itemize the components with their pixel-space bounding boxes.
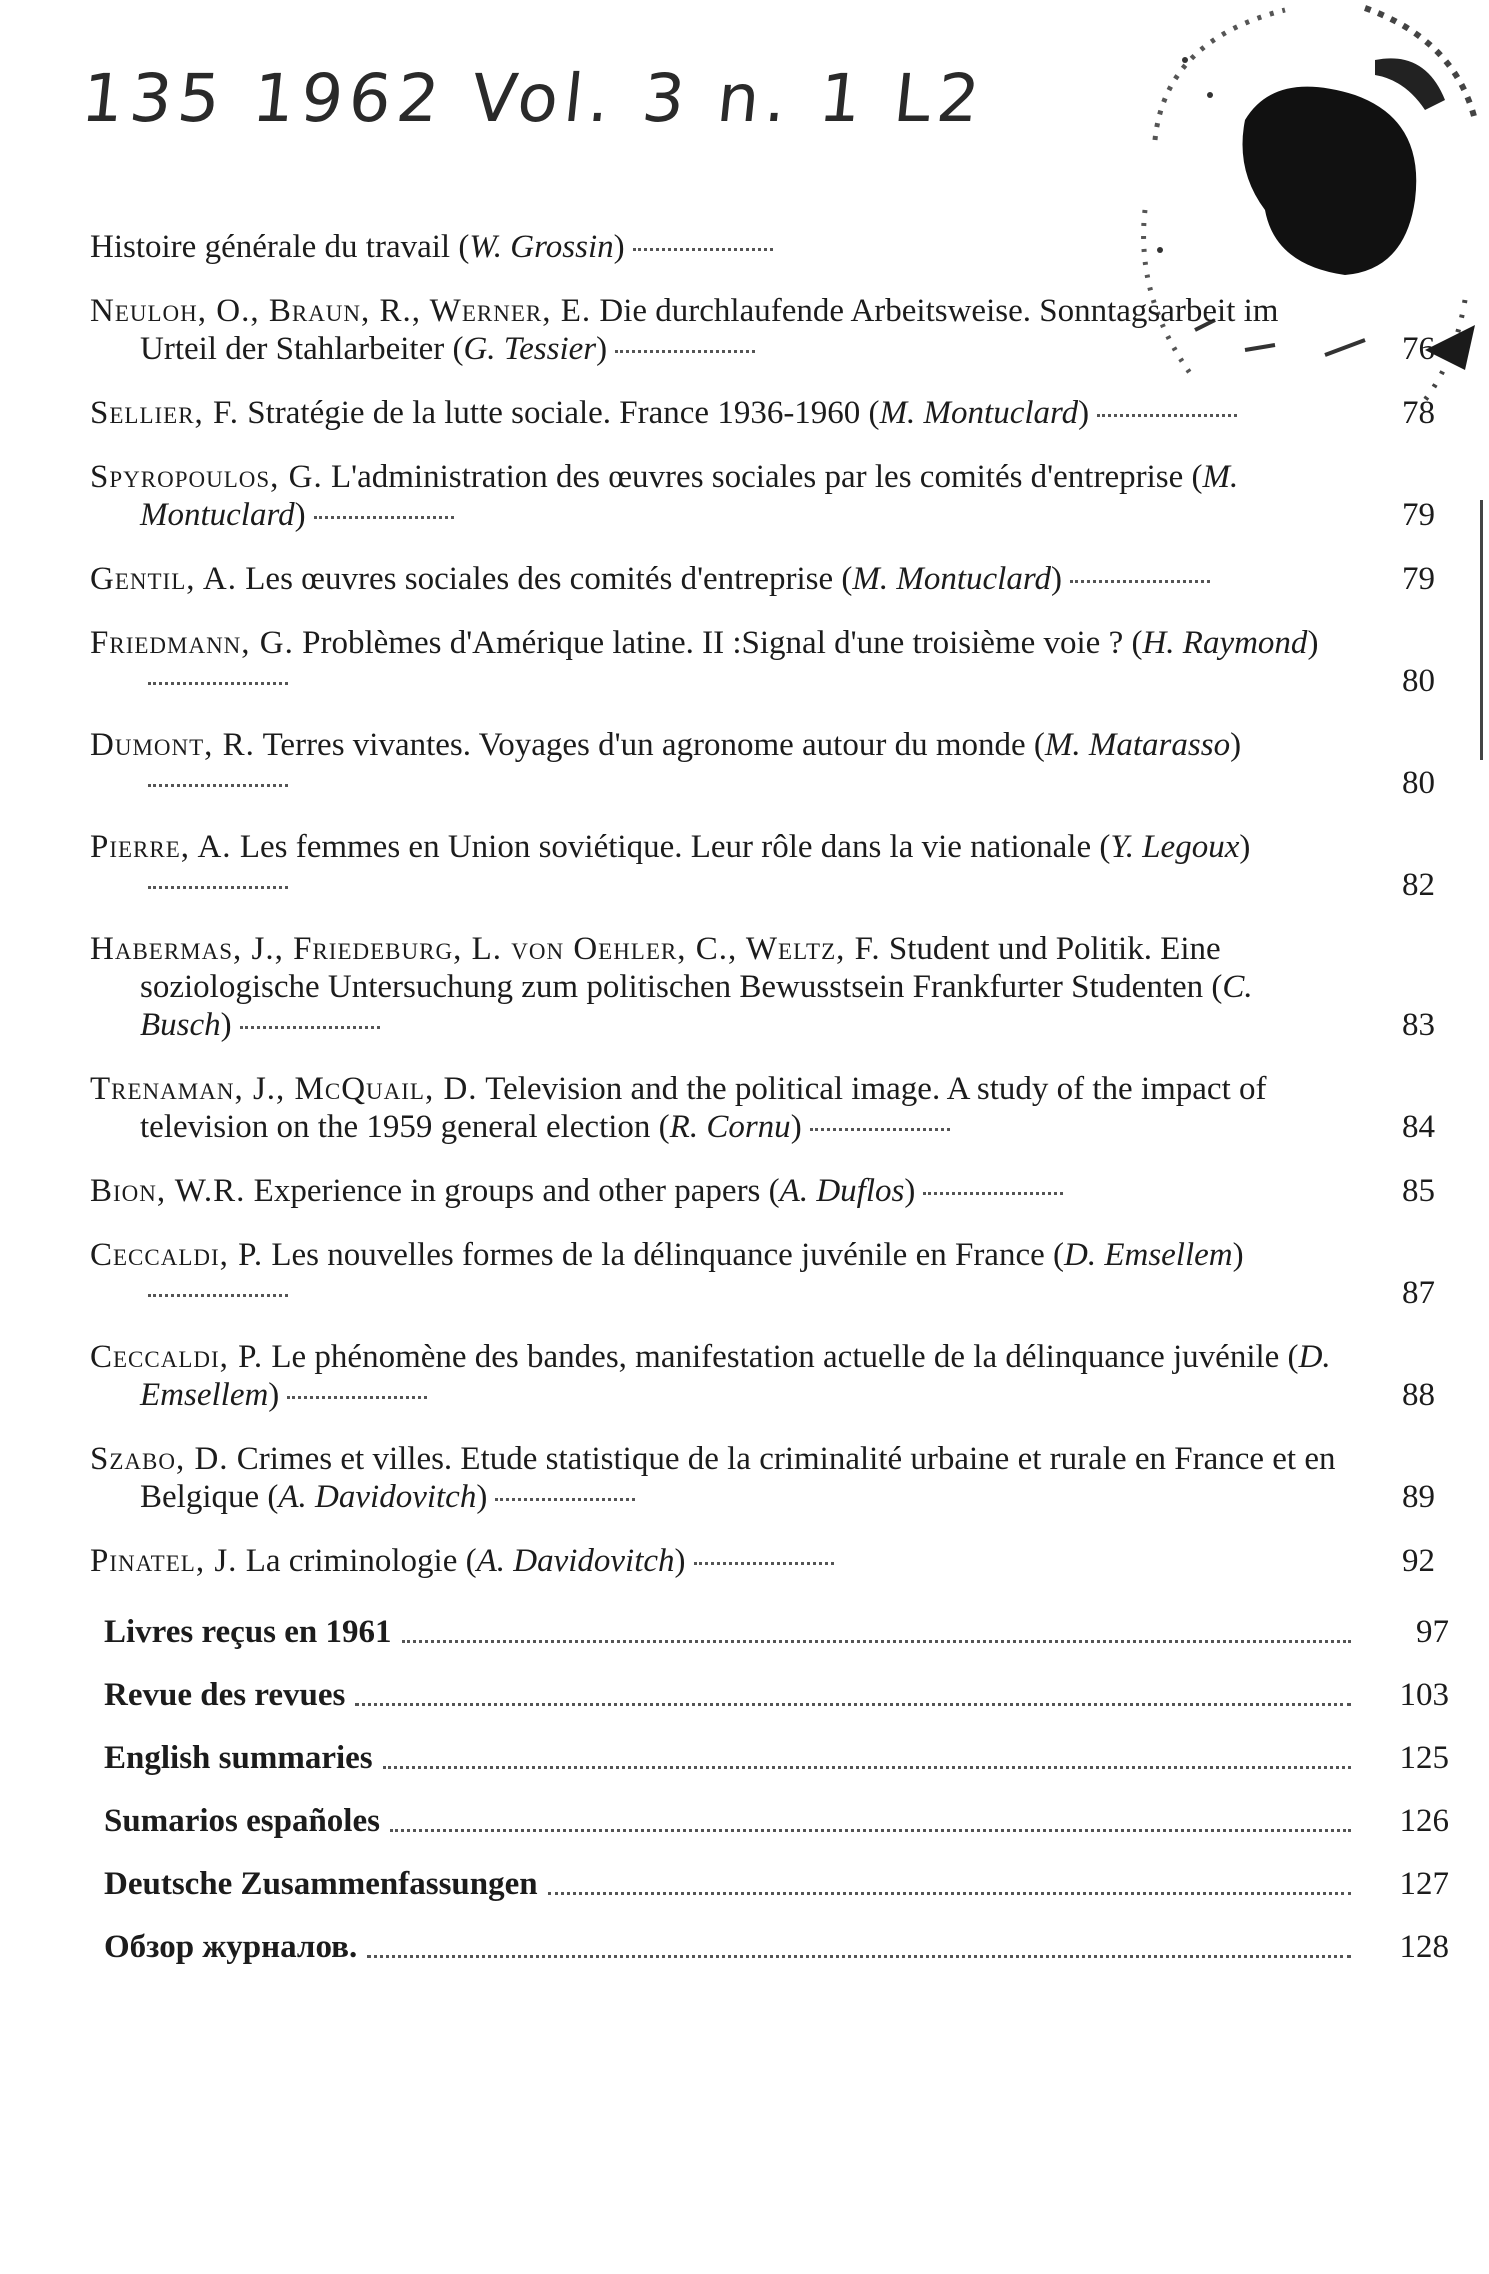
- toc-entry-text: [90, 1236, 1345, 1312]
- entry-title: Experience in groups and other papers (: [245, 1173, 780, 1209]
- section-entry: [104, 1801, 1449, 1841]
- toc-entry: [90, 930, 1435, 1044]
- dot-leader: [355, 1703, 1351, 1706]
- entry-authors: Sellier, F.: [90, 395, 240, 431]
- entry-title: Stratégie de la lutte sociale. France 1936-1960 (: [239, 395, 880, 431]
- dot-leader: [148, 886, 288, 889]
- entry-reviewer: R. Cornu: [669, 1109, 791, 1145]
- dot-leader: [240, 1026, 380, 1029]
- entry-paren: ): [1050, 561, 1062, 597]
- toc-entry: [90, 1172, 1435, 1210]
- page-number: 78: [1402, 395, 1435, 431]
- entry-reviewer: C. Busch: [140, 969, 1253, 1043]
- toc-entry: [90, 560, 1435, 598]
- page-number: 80: [1402, 765, 1435, 801]
- entry-reviewer: D. Emsellem: [140, 1339, 1331, 1413]
- entry-title: La criminologie (: [237, 1543, 477, 1579]
- dot-leader: [1097, 414, 1237, 417]
- entry-paren: ): [904, 1173, 916, 1209]
- page-number: 76: [1402, 331, 1435, 367]
- section-label: Revue des revues: [104, 1677, 346, 1713]
- entry-authors: Bion, W.R.: [90, 1173, 246, 1209]
- toc-entry: [90, 1440, 1435, 1516]
- entry-reviewer: M. Montuclard: [140, 459, 1239, 533]
- toc-entry: [90, 1070, 1435, 1146]
- page-number: 84: [1402, 1109, 1435, 1145]
- page-number: 127: [1399, 1866, 1449, 1902]
- entry-reviewer: Y. Legoux: [1110, 829, 1240, 865]
- entry-authors: Gentil, A.: [90, 561, 238, 597]
- entry-reviewer: M. Montuclard: [852, 561, 1051, 597]
- toc-entry: [90, 828, 1435, 904]
- toc-entry-text: [90, 1542, 1345, 1580]
- entry-authors: Spyropoulos, G.: [90, 459, 323, 495]
- dot-leader: [923, 1192, 1063, 1195]
- toc-entry: [90, 726, 1435, 802]
- section-label: English summaries: [104, 1740, 373, 1776]
- toc-entry: [90, 1542, 1435, 1580]
- toc-entry-text: [90, 726, 1345, 802]
- entry-paren: ): [268, 1377, 280, 1413]
- page-edge-mark: [1480, 500, 1483, 760]
- section-entry: [104, 1927, 1449, 1967]
- toc-entry: [90, 292, 1435, 368]
- entry-paren: ): [220, 1007, 232, 1043]
- toc-entry-text: [90, 394, 1345, 432]
- page-number: 125: [1399, 1740, 1449, 1776]
- entry-reviewer: M. Montuclard: [879, 395, 1079, 431]
- page-number: 82: [1402, 867, 1435, 903]
- entry-title: Les œuvres sociales des comités d'entreprise (: [237, 561, 853, 597]
- dot-leader: [810, 1128, 950, 1131]
- toc-entry: [90, 624, 1435, 700]
- dot-leader: [383, 1766, 1351, 1769]
- entry-paren: ): [476, 1479, 488, 1515]
- entry-title: Die durchlaufende Arbeitsweise. Sonntagsarbeit im Urteil der Stahlarbeiter (: [140, 293, 1279, 367]
- toc-entry: [90, 1338, 1435, 1414]
- entry-reviewer: M. Matarasso: [1044, 727, 1231, 763]
- entry-authors: Ceccaldi, P.: [90, 1237, 264, 1273]
- toc-entry-text: [90, 1172, 1345, 1210]
- page-number: 88: [1402, 1377, 1435, 1413]
- dot-leader: [1070, 580, 1210, 583]
- page-number: 89: [1402, 1479, 1435, 1515]
- dot-leader: [367, 1955, 1351, 1958]
- entry-authors: Neuloh, O., Braun, R., Werner, E.: [90, 293, 592, 329]
- toc-entry-text: [90, 292, 1345, 368]
- entry-authors: Ceccaldi, P.: [90, 1339, 264, 1375]
- page-number: 92: [1402, 1543, 1435, 1579]
- section-entry: [104, 1612, 1449, 1652]
- section-entry: [104, 1864, 1449, 1904]
- dot-leader: [287, 1396, 427, 1399]
- toc-entry: [90, 228, 1435, 266]
- entry-title: Histoire générale du travail (: [90, 229, 470, 265]
- toc-entry-text: [90, 458, 1345, 534]
- entry-paren: ): [790, 1109, 802, 1145]
- entry-authors: Pierre, A.: [90, 829, 232, 865]
- section-label: Livres reçus en 1961: [104, 1614, 392, 1650]
- entry-title: L'administration des œuvres sociales par les comités d'entreprise (: [322, 459, 1203, 495]
- toc-entry: [90, 458, 1435, 534]
- page-number: 97: [1416, 1614, 1449, 1650]
- page-number: 83: [1402, 1007, 1435, 1043]
- entry-reviewer: G. Tessier: [463, 331, 597, 367]
- toc-entry: [90, 1236, 1435, 1312]
- entry-title: Problèmes d'Amérique latine. II :Signal d'une troisième voie ? (: [293, 625, 1143, 661]
- page-number: 103: [1399, 1677, 1449, 1713]
- entry-title: Terres vivantes. Voyages d'un agronome autour du monde (: [254, 727, 1045, 763]
- handwritten-call-number: 135 1962 Vol. 3 n. 1 L2: [77, 60, 990, 137]
- section-label: Обзор журналов.: [104, 1929, 358, 1965]
- page-number: 126: [1399, 1803, 1449, 1839]
- toc-entry-text: [90, 624, 1345, 700]
- page-number: 128: [1399, 1929, 1449, 1965]
- dot-leader: [390, 1829, 1351, 1832]
- entry-authors: Pinatel, J.: [90, 1543, 238, 1579]
- entry-paren: ): [1239, 829, 1251, 865]
- entry-title: Student und Politik. Eine soziologische Untersuchung zum politischen Bewusstsein Frankfurter Studenten (: [140, 931, 1223, 1005]
- entry-reviewer: D. Emsellem: [1064, 1237, 1233, 1273]
- page-number: 85: [1402, 1173, 1435, 1209]
- entry-paren: ): [613, 229, 625, 265]
- entry-paren: ): [1078, 395, 1090, 431]
- entry-title: Crimes et villes. Etude statistique de la criminalité urbaine et rurale en France et en Belgique (: [140, 1441, 1336, 1515]
- dot-leader: [548, 1892, 1351, 1895]
- toc-entry: [90, 394, 1435, 432]
- dot-leader: [402, 1640, 1351, 1643]
- toc-entry-text: [90, 828, 1345, 904]
- dot-leader: [148, 784, 288, 787]
- dot-leader: [694, 1562, 834, 1565]
- entry-paren: ): [674, 1543, 686, 1579]
- page-number: 79: [1402, 497, 1435, 533]
- toc-entry-text: [90, 228, 1345, 266]
- entry-paren: ): [294, 497, 306, 533]
- toc-entry-text: [90, 930, 1345, 1044]
- entry-paren: ): [596, 331, 608, 367]
- page-number: 80: [1402, 663, 1435, 699]
- entry-title: Les femmes en Union soviétique. Leur rôle dans la vie nationale (: [231, 829, 1111, 865]
- dot-leader: [633, 248, 773, 251]
- dot-leader: [314, 516, 454, 519]
- entry-title: Television and the political image. A study of the impact of television on the 1959 general election (: [140, 1071, 1267, 1145]
- entry-authors: Szabo, D.: [90, 1441, 229, 1477]
- toc-entry-text: [90, 1440, 1345, 1516]
- entry-reviewer: A. Davidovitch: [278, 1479, 477, 1515]
- toc-entry-text: [90, 1338, 1345, 1414]
- entry-paren: ): [1307, 625, 1319, 661]
- toc-entry-text: [90, 1070, 1345, 1146]
- entry-paren: ): [1232, 1237, 1244, 1273]
- dot-leader: [148, 682, 288, 685]
- entry-paren: ): [1230, 727, 1242, 763]
- dot-leader: [148, 1294, 288, 1297]
- entry-authors: Friedmann, G.: [90, 625, 294, 661]
- entry-authors: Dumont, R.: [90, 727, 255, 763]
- toc-entry-text: [90, 560, 1345, 598]
- entry-title: Les nouvelles formes de la délinquance juvénile en France (: [263, 1237, 1064, 1273]
- entry-reviewer: A. Davidovitch: [476, 1543, 675, 1579]
- section-entry: [104, 1738, 1449, 1778]
- entry-reviewer: A. Duflos: [779, 1173, 905, 1209]
- section-label: Deutsche Zusammenfassungen: [104, 1866, 538, 1902]
- dot-leader: [615, 350, 755, 353]
- review-entries-list: [90, 228, 1435, 1606]
- section-label: Sumarios españoles: [104, 1803, 380, 1839]
- entry-reviewer: H. Raymond: [1142, 625, 1308, 661]
- entry-reviewer: W. Grossin: [469, 229, 614, 265]
- entry-authors: Trenaman, J., McQuail, D.: [90, 1071, 478, 1107]
- section-entries-list: [104, 1612, 1449, 1990]
- page-number: 79: [1402, 561, 1435, 597]
- page-number: 87: [1402, 1275, 1435, 1311]
- dot-leader: [495, 1498, 635, 1501]
- section-entry: [104, 1675, 1449, 1715]
- entry-authors: Habermas, J., Friedeburg, L. von Oehler, C., Weltz, F.: [90, 931, 881, 967]
- entry-title: Le phénomène des bandes, manifestation actuelle de la délinquance juvénile (: [263, 1339, 1299, 1375]
